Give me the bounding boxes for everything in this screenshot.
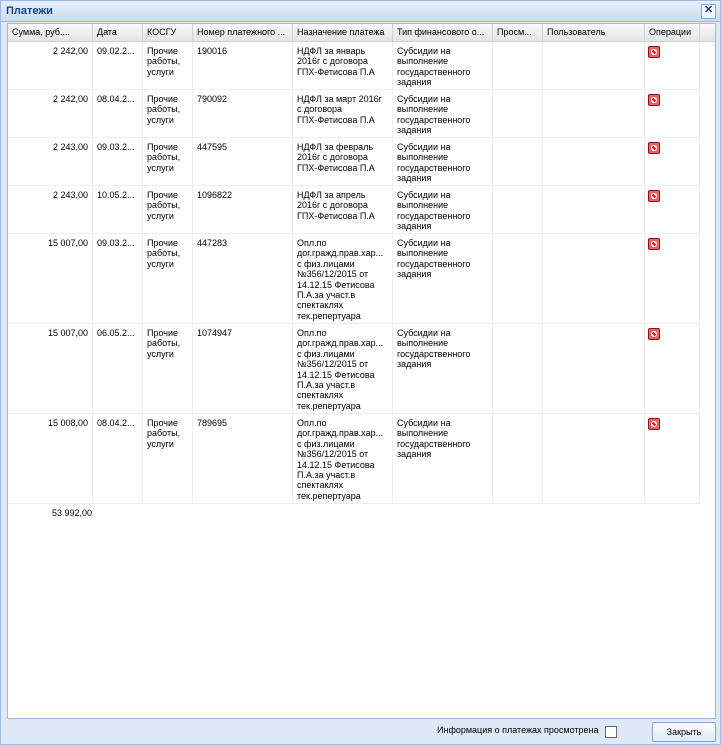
- delete-icon[interactable]: [648, 190, 660, 202]
- grid-header: [8, 24, 715, 42]
- window-titlebar[interactable]: [1, 1, 720, 22]
- cell-sum: 15 008,00: [8, 414, 93, 503]
- cell-fin-type: Субсидии на выполнение государственного задания: [393, 42, 493, 89]
- close-icon[interactable]: ✕: [701, 4, 716, 19]
- cell-payment-number: 789695: [193, 414, 293, 503]
- cell-sum: 15 007,00: [8, 234, 93, 323]
- cell-viewed: [493, 234, 543, 323]
- delete-icon[interactable]: [648, 418, 660, 430]
- cell-payment-number: 447595: [193, 138, 293, 185]
- window-title: Платежи: [6, 5, 53, 17]
- cell-operations: [645, 42, 700, 89]
- cell-kosgu: Прочие работы, услуги: [143, 324, 193, 413]
- cell-sum: 15 007,00: [8, 324, 93, 413]
- column-header-operations[interactable]: Операции: [645, 24, 700, 41]
- cell-operations: [645, 234, 700, 323]
- payments-grid: [7, 23, 716, 719]
- column-header-date[interactable]: Дата: [93, 24, 143, 41]
- delete-icon[interactable]: [648, 46, 660, 58]
- column-header-kosgu[interactable]: КОСГУ: [143, 24, 193, 41]
- cell-user: [543, 234, 645, 323]
- cell-date: 06.05.2...: [93, 324, 143, 413]
- cell-sum: 2 242,00: [8, 42, 93, 89]
- cell-date: 09.03.2...: [93, 234, 143, 323]
- cell-user: [543, 42, 645, 89]
- cell-purpose: НДФЛ за январь 2016г с договора ГПХ-Фетисова П.А: [293, 42, 393, 89]
- delete-icon[interactable]: [648, 142, 660, 154]
- cell-payment-number: 790092: [193, 90, 293, 137]
- cell-user: [543, 414, 645, 503]
- cell-viewed: [493, 90, 543, 137]
- delete-icon[interactable]: [648, 94, 660, 106]
- cell-user: [543, 138, 645, 185]
- cell-kosgu: Прочие работы, услуги: [143, 42, 193, 89]
- table-row[interactable]: [8, 90, 700, 138]
- cell-date: 09.02.2...: [93, 42, 143, 89]
- column-header-viewed[interactable]: Просм...: [493, 24, 543, 41]
- cell-fin-type: Субсидии на выполнение государственного задания: [393, 138, 493, 185]
- close-button[interactable]: Закрыть: [652, 722, 716, 742]
- cell-purpose: НДФЛ за апрель 2016г с договора ГПХ-Фетисова П.А: [293, 186, 393, 233]
- cell-kosgu: Прочие работы, услуги: [143, 138, 193, 185]
- table-row[interactable]: [8, 234, 700, 324]
- cell-user: [543, 186, 645, 233]
- cell-kosgu: Прочие работы, услуги: [143, 186, 193, 233]
- table-row[interactable]: [8, 324, 700, 414]
- cell-sum: 2 243,00: [8, 138, 93, 185]
- cell-fin-type: Субсидии на выполнение государственного задания: [393, 186, 493, 233]
- cell-operations: [645, 324, 700, 413]
- table-row[interactable]: [8, 186, 700, 234]
- column-header-purpose[interactable]: Назначение платежа: [293, 24, 393, 41]
- cell-user: [543, 90, 645, 137]
- viewed-checkbox[interactable]: [605, 726, 617, 738]
- cell-operations: [645, 90, 700, 137]
- cell-payment-number: 447283: [193, 234, 293, 323]
- viewed-checkbox-label: Информация о платежах просмотрена: [437, 725, 599, 735]
- column-header-payment-number[interactable]: Номер платежного ...: [193, 24, 293, 41]
- cell-user: [543, 324, 645, 413]
- cell-fin-type: Субсидии на выполнение государственного задания: [393, 324, 493, 413]
- table-row[interactable]: [8, 42, 700, 90]
- cell-sum: 2 243,00: [8, 186, 93, 233]
- cell-viewed: [493, 324, 543, 413]
- delete-icon[interactable]: [648, 328, 660, 340]
- cell-operations: [645, 414, 700, 503]
- cell-date: 08.04.2...: [93, 90, 143, 137]
- cell-purpose: НДФЛ за февраль 2016г с договора ГПХ-Фетисова П.А: [293, 138, 393, 185]
- cell-sum: 2 242,00: [8, 90, 93, 137]
- cell-viewed: [493, 414, 543, 503]
- table-row[interactable]: [8, 138, 700, 186]
- column-header-user[interactable]: Пользователь: [543, 24, 645, 41]
- grid-rows: [8, 42, 715, 518]
- cell-kosgu: Прочие работы, услуги: [143, 90, 193, 137]
- cell-viewed: [493, 186, 543, 233]
- delete-icon[interactable]: [648, 238, 660, 250]
- cell-viewed: [493, 138, 543, 185]
- cell-date: 10.05.2...: [93, 186, 143, 233]
- column-header-fin-type[interactable]: Тип финансового о...: [393, 24, 493, 41]
- cell-operations: [645, 186, 700, 233]
- cell-operations: [645, 138, 700, 185]
- cell-viewed: [493, 42, 543, 89]
- total-sum: 53 992,00: [51, 508, 92, 518]
- cell-date: 08.04.2...: [93, 414, 143, 503]
- cell-fin-type: Субсидии на выполнение государственного задания: [393, 90, 493, 137]
- cell-fin-type: Субсидии на выполнение государственного задания: [393, 234, 493, 323]
- cell-payment-number: 1074947: [193, 324, 293, 413]
- cell-payment-number: 1096822: [193, 186, 293, 233]
- cell-payment-number: 190016: [193, 42, 293, 89]
- cell-kosgu: Прочие работы, услуги: [143, 234, 193, 323]
- table-row[interactable]: [8, 414, 700, 504]
- column-header-sum[interactable]: Сумма, руб....: [8, 24, 93, 41]
- cell-purpose: Опл.по дог.гражд.прав.хар... с физ.лицами №356/12/2015 от 14.12.15 Фетисова П.А.за участ.в спектаклях тек.репертуара: [293, 414, 393, 503]
- cell-purpose: НДФЛ за март 2016г с договора ГПХ-Фетисова П.А: [293, 90, 393, 137]
- cell-purpose: Опл.по дог.гражд.прав.хар... с физ.лицами №356/12/2015 от 14.12.15 Фетисова П.А.за участ.в спектаклях тек.репертуара: [293, 324, 393, 413]
- cell-kosgu: Прочие работы, услуги: [143, 414, 193, 503]
- cell-purpose: Опл.по дог.гражд.прав.хар... с физ.лицами №356/12/2015 от 14.12.15 Фетисова П.А.за участ.в спектаклях тек.репертуара: [293, 234, 393, 323]
- cell-fin-type: Субсидии на выполнение государственного задания: [393, 414, 493, 503]
- cell-date: 09.03.2...: [93, 138, 143, 185]
